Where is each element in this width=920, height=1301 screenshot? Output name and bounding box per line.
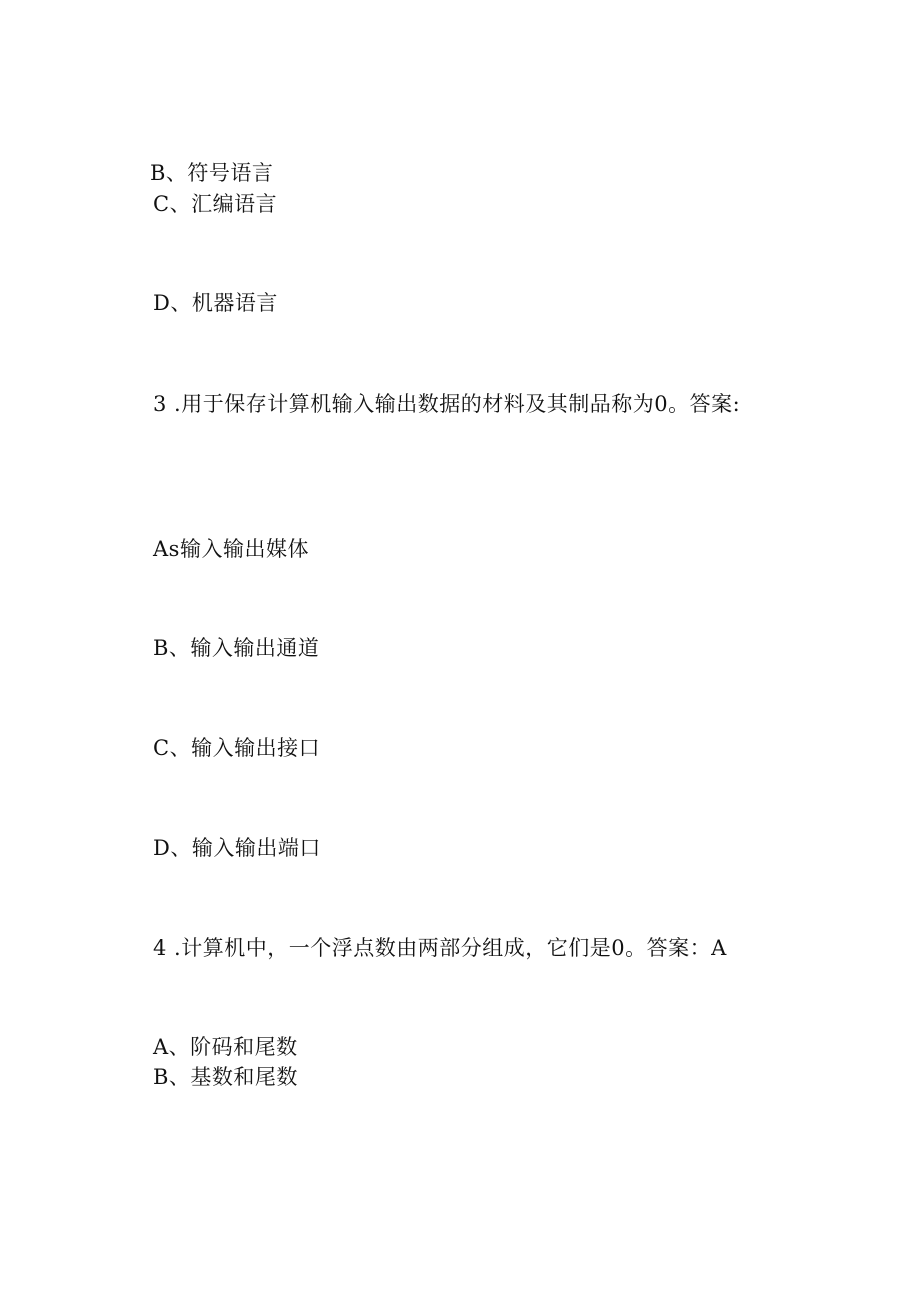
- option-b-base-and-mantissa: B、基数和尾数: [153, 1065, 298, 1089]
- option-b-io-channel: B、输入输出通道: [153, 636, 320, 660]
- option-a-io-media: As输入输出媒体: [153, 537, 309, 561]
- option-c-io-interface: C、输入输出接口: [153, 736, 321, 760]
- question-3: 3 .用于保存计算机输入输出数据的材料及其制品称为0。答案:: [153, 392, 741, 416]
- option-a-exponent-and-mantissa: A、阶码和尾数: [153, 1035, 298, 1059]
- option-b-symbolic-language: B、符号语言: [150, 161, 274, 185]
- question-4: 4 .计算机中，一个浮点数由两部分组成，它们是0。答案：A: [153, 936, 727, 960]
- option-c-assembly-language: C、汇编语言: [153, 192, 278, 216]
- option-d-machine-language: D、机器语言: [153, 291, 278, 315]
- option-d-io-port: D、输入输出端口: [153, 836, 321, 860]
